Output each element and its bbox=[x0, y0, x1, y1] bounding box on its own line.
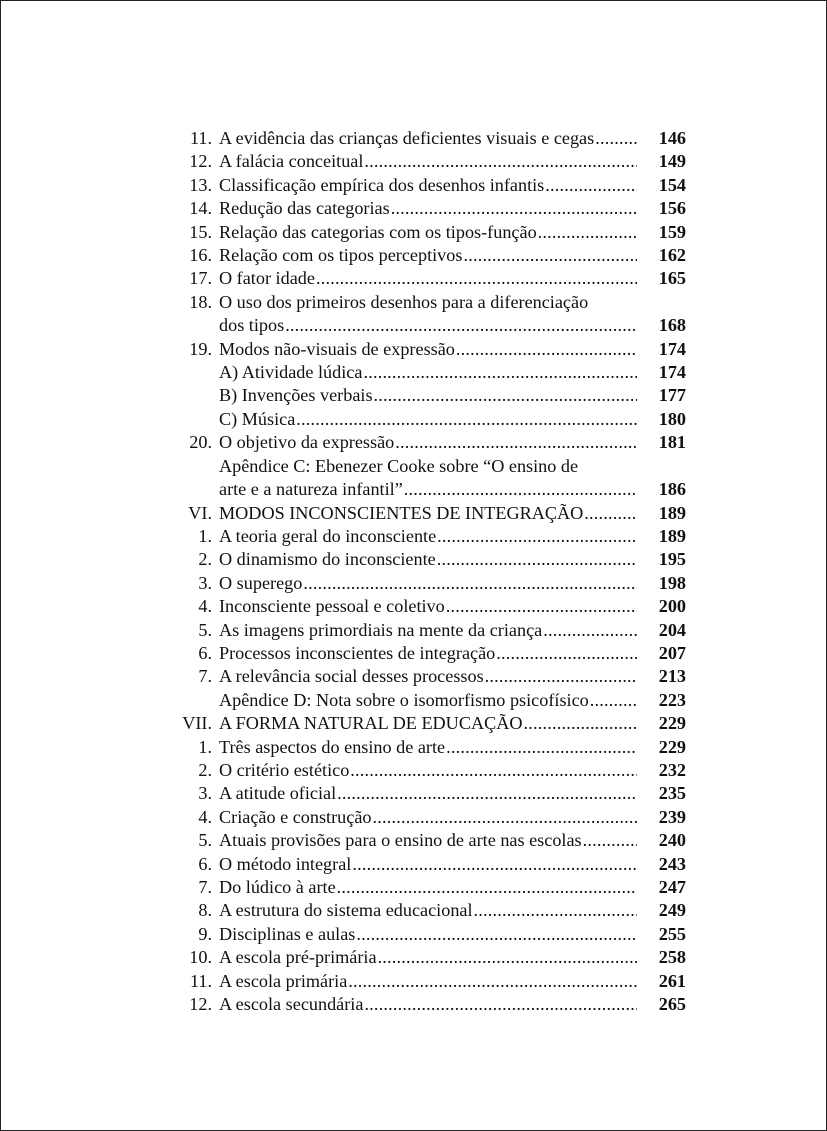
toc-entry-number: 11. bbox=[189, 970, 212, 991]
toc-entry-title: Relação das categorias com os tipos-função bbox=[219, 221, 537, 242]
toc-entry-title: Relação com os tipos perceptivos bbox=[219, 245, 463, 266]
toc-entry bbox=[0, 853, 827, 876]
toc-entry-page: 149 bbox=[658, 151, 686, 172]
toc-entry-page: 235 bbox=[658, 783, 686, 804]
toc-entry-number: 3. bbox=[198, 783, 212, 804]
leader-dots bbox=[437, 525, 637, 548]
toc-entry bbox=[0, 314, 827, 337]
toc-entry-page: 186 bbox=[658, 479, 686, 500]
table-of-contents bbox=[0, 127, 827, 1016]
toc-entry-title: B) Invenções verbais bbox=[219, 385, 373, 406]
toc-entry-page: 146 bbox=[658, 128, 686, 148]
toc-entry-title: dos tipos bbox=[219, 315, 285, 336]
toc-entry-page: 181 bbox=[658, 432, 686, 453]
toc-entry bbox=[0, 759, 827, 782]
toc-chapter-title: A FORMA NATURAL DE EDUCAÇÃO bbox=[219, 713, 523, 734]
toc-entry bbox=[0, 150, 827, 173]
leader-dots bbox=[446, 595, 637, 618]
toc-entry bbox=[0, 291, 827, 314]
leader-dots bbox=[352, 853, 637, 876]
toc-entry bbox=[0, 361, 827, 384]
toc-entry-title: Inconsciente pessoal e coletivo bbox=[219, 596, 445, 617]
leader-dots bbox=[391, 197, 637, 220]
toc-entry-title: A relevância social desses processos bbox=[219, 666, 484, 687]
toc-entry-number: 9. bbox=[198, 923, 212, 944]
toc-entry-page: 204 bbox=[658, 619, 686, 640]
leader-dots bbox=[316, 267, 637, 290]
toc-entry bbox=[0, 829, 827, 852]
toc-entry-page: 189 bbox=[658, 502, 686, 523]
toc-entry-number: 12. bbox=[189, 151, 212, 172]
toc-entry bbox=[0, 899, 827, 922]
toc-entry bbox=[0, 267, 827, 290]
leader-dots bbox=[584, 502, 637, 525]
toc-entry-number: 17. bbox=[189, 268, 212, 289]
toc-entry-number: 6. bbox=[198, 853, 212, 874]
toc-entry-title: O método integral bbox=[219, 853, 352, 874]
toc-entry-title: O fator idade bbox=[219, 268, 315, 289]
toc-entry-title: A escola pré-primária bbox=[219, 947, 377, 968]
toc-entry-title: A escola primária bbox=[219, 970, 348, 991]
toc-entry-title: A) Atividade lúdica bbox=[219, 362, 363, 383]
toc-entry-page: 239 bbox=[658, 806, 686, 827]
leader-dots bbox=[285, 314, 637, 337]
toc-entry-title: As imagens primordiais na mente da criança bbox=[219, 619, 543, 640]
toc-entry-title: Apêndice C: Ebenezer Cooke sobre “O ensino de bbox=[219, 455, 579, 476]
toc-entry-number: 13. bbox=[189, 174, 212, 195]
toc-entry-title: Modos não-visuais de expressão bbox=[219, 338, 455, 359]
toc-entry bbox=[0, 782, 827, 805]
toc-entry-page: 189 bbox=[658, 525, 686, 546]
toc-entry bbox=[0, 665, 827, 688]
toc-entry-page: 180 bbox=[658, 408, 686, 429]
leader-dots bbox=[437, 548, 637, 571]
leader-dots bbox=[337, 782, 637, 805]
toc-entry-page: 159 bbox=[658, 221, 686, 242]
toc-entry-number: 6. bbox=[198, 642, 212, 663]
leader-dots bbox=[538, 221, 637, 244]
toc-entry-page: 247 bbox=[658, 877, 686, 897]
toc-entry bbox=[0, 619, 827, 642]
toc-entry bbox=[0, 806, 827, 829]
toc-entry bbox=[0, 572, 827, 595]
leader-dots bbox=[378, 946, 637, 969]
leader-dots bbox=[363, 361, 637, 384]
toc-entry-title: A escola secundária bbox=[219, 994, 364, 1015]
toc-entry-page: 265 bbox=[658, 994, 686, 1015]
toc-entry-page: 162 bbox=[658, 245, 686, 266]
toc-entry-number: 14. bbox=[189, 198, 212, 219]
toc-entry-page: 240 bbox=[658, 830, 686, 851]
toc-entry-page: 195 bbox=[658, 549, 686, 570]
toc-entry bbox=[0, 197, 827, 220]
toc-entry-page: 229 bbox=[658, 736, 686, 757]
toc-entry-page: 165 bbox=[658, 268, 686, 289]
toc-entry-title: Apêndice D: Nota sobre o isomorfismo psicofísico bbox=[219, 689, 589, 710]
toc-entry-number: 5. bbox=[198, 830, 212, 851]
toc-entry bbox=[0, 431, 827, 454]
toc-entry bbox=[0, 244, 827, 267]
toc-entry bbox=[0, 595, 827, 618]
leader-dots bbox=[348, 970, 637, 993]
toc-entry bbox=[0, 408, 827, 431]
toc-entry-title: Criação e construção bbox=[219, 806, 372, 827]
toc-entry-title: C) Música bbox=[219, 408, 296, 429]
toc-entry-number: 1. bbox=[198, 525, 212, 546]
toc-entry-page: 261 bbox=[658, 970, 686, 991]
leader-dots bbox=[543, 619, 637, 642]
toc-entry-title: O superego bbox=[219, 572, 303, 593]
leader-dots bbox=[374, 384, 637, 407]
toc-entry-page: 232 bbox=[658, 759, 686, 780]
toc-entry bbox=[0, 338, 827, 361]
toc-entry bbox=[0, 970, 827, 993]
toc-entry-title: Atuais provisões para o ensino de arte nas escolas bbox=[219, 830, 582, 851]
toc-entry-page: 174 bbox=[658, 338, 686, 359]
toc-entry-title: Classificação empírica dos desenhos infantis bbox=[219, 174, 545, 195]
leader-dots bbox=[356, 923, 637, 946]
toc-entry-page: 243 bbox=[658, 853, 686, 874]
toc-entry bbox=[0, 174, 827, 197]
toc-entry-number: 18. bbox=[189, 291, 212, 312]
leader-dots bbox=[583, 829, 637, 852]
leader-dots bbox=[523, 712, 637, 735]
leader-dots bbox=[373, 806, 638, 829]
toc-entry bbox=[0, 689, 827, 712]
toc-entry-number: 7. bbox=[198, 877, 212, 897]
toc-entry-title: arte e a natureza infantil” bbox=[219, 479, 403, 500]
toc-entry-number: 2. bbox=[198, 549, 212, 570]
toc-entry bbox=[0, 923, 827, 946]
toc-entry bbox=[0, 548, 827, 571]
toc-entry bbox=[0, 221, 827, 244]
toc-entry-page: 258 bbox=[658, 947, 686, 968]
toc-entry-page: 213 bbox=[658, 666, 686, 687]
toc-entry-number: 8. bbox=[198, 900, 212, 921]
toc-entry-page: 223 bbox=[658, 689, 686, 710]
toc-chapter bbox=[0, 712, 827, 735]
toc-entry-number: 4. bbox=[198, 806, 212, 827]
toc-entry-title: Do lúdico à arte bbox=[219, 877, 336, 897]
toc-entry-title: Três aspectos do ensino de arte bbox=[219, 736, 446, 757]
leader-dots bbox=[463, 244, 637, 267]
toc-entry-number: 12. bbox=[189, 994, 212, 1015]
toc-entry-title: O critério estético bbox=[219, 759, 350, 780]
leader-dots bbox=[364, 150, 637, 173]
toc-entry-number: 5. bbox=[198, 619, 212, 640]
toc-chapter-title: MODOS INCONSCIENTES DE INTEGRAÇÃO bbox=[219, 502, 584, 523]
toc-entry-title: A estrutura do sistema educacional bbox=[219, 900, 473, 921]
toc-entry-page: 154 bbox=[658, 174, 686, 195]
toc-entry-page: 229 bbox=[658, 713, 686, 734]
leader-dots bbox=[303, 572, 637, 595]
toc-chapter-number: VII. bbox=[182, 713, 212, 734]
toc-chapter bbox=[0, 502, 827, 525]
leader-dots bbox=[350, 759, 637, 782]
toc-entry bbox=[0, 876, 827, 899]
toc-entry bbox=[0, 478, 827, 501]
leader-dots bbox=[456, 338, 637, 361]
toc-entry-title: A atitude oficial bbox=[219, 783, 337, 804]
toc-chapter-number: VI. bbox=[188, 502, 212, 523]
leader-dots bbox=[545, 174, 637, 197]
toc-entry bbox=[0, 455, 827, 478]
toc-entry-number: 15. bbox=[189, 221, 212, 242]
leader-dots bbox=[474, 899, 637, 922]
leader-dots bbox=[364, 993, 637, 1016]
toc-entry-number: 1. bbox=[198, 736, 212, 757]
toc-entry-number: 10. bbox=[189, 947, 212, 968]
toc-entry-page: 200 bbox=[658, 596, 686, 617]
toc-entry-number: 16. bbox=[189, 245, 212, 266]
toc-entry-page: 156 bbox=[658, 198, 686, 219]
toc-entry-title: O dinamismo do inconsciente bbox=[219, 549, 436, 570]
toc-entry-number: 19. bbox=[189, 338, 212, 359]
leader-dots bbox=[404, 478, 637, 501]
toc-entry-number: 20. bbox=[189, 432, 212, 453]
toc-entry-page: 174 bbox=[658, 362, 686, 383]
toc-entry-number: 2. bbox=[198, 759, 212, 780]
toc-entry-number: 11. bbox=[189, 128, 212, 148]
toc-entry-title: O objetivo da expressão bbox=[219, 432, 395, 453]
toc-entry-title: O uso dos primeiros desenhos para a diferenciação bbox=[219, 291, 589, 312]
leader-dots bbox=[446, 736, 637, 759]
toc-entry-title: A evidência das crianças deficientes visuais e cegas bbox=[219, 128, 595, 148]
toc-entry bbox=[0, 384, 827, 407]
toc-entry-number: 7. bbox=[198, 666, 212, 687]
leader-dots bbox=[395, 431, 637, 454]
leader-dots bbox=[496, 642, 637, 665]
toc-entry-title: Redução das categorias bbox=[219, 198, 390, 219]
toc-entry-page: 168 bbox=[658, 315, 686, 336]
toc-entry-page: 177 bbox=[658, 385, 686, 406]
toc-entry-title: A falácia conceitual bbox=[219, 151, 364, 172]
toc-entry bbox=[0, 993, 827, 1016]
toc-entry-number: 3. bbox=[198, 572, 212, 593]
toc-entry-title: Processos inconscientes de integração bbox=[219, 642, 496, 663]
leader-dots bbox=[595, 127, 637, 150]
toc-entry bbox=[0, 525, 827, 548]
leader-dots bbox=[485, 665, 637, 688]
toc-entry bbox=[0, 736, 827, 759]
toc-entry-title: A teoria geral do inconsciente bbox=[219, 525, 437, 546]
toc-entry-page: 249 bbox=[658, 900, 686, 921]
toc-entry bbox=[0, 127, 827, 150]
toc-entry-page: 207 bbox=[658, 642, 686, 663]
toc-entry-page: 198 bbox=[658, 572, 686, 593]
toc-entry bbox=[0, 642, 827, 665]
leader-dots bbox=[337, 876, 637, 899]
leader-dots bbox=[590, 689, 637, 712]
toc-entry-title: Disciplinas e aulas bbox=[219, 923, 356, 944]
toc-entry-page: 255 bbox=[658, 923, 686, 944]
toc-entry-number: 4. bbox=[198, 596, 212, 617]
leader-dots bbox=[296, 408, 637, 431]
toc-entry bbox=[0, 946, 827, 969]
